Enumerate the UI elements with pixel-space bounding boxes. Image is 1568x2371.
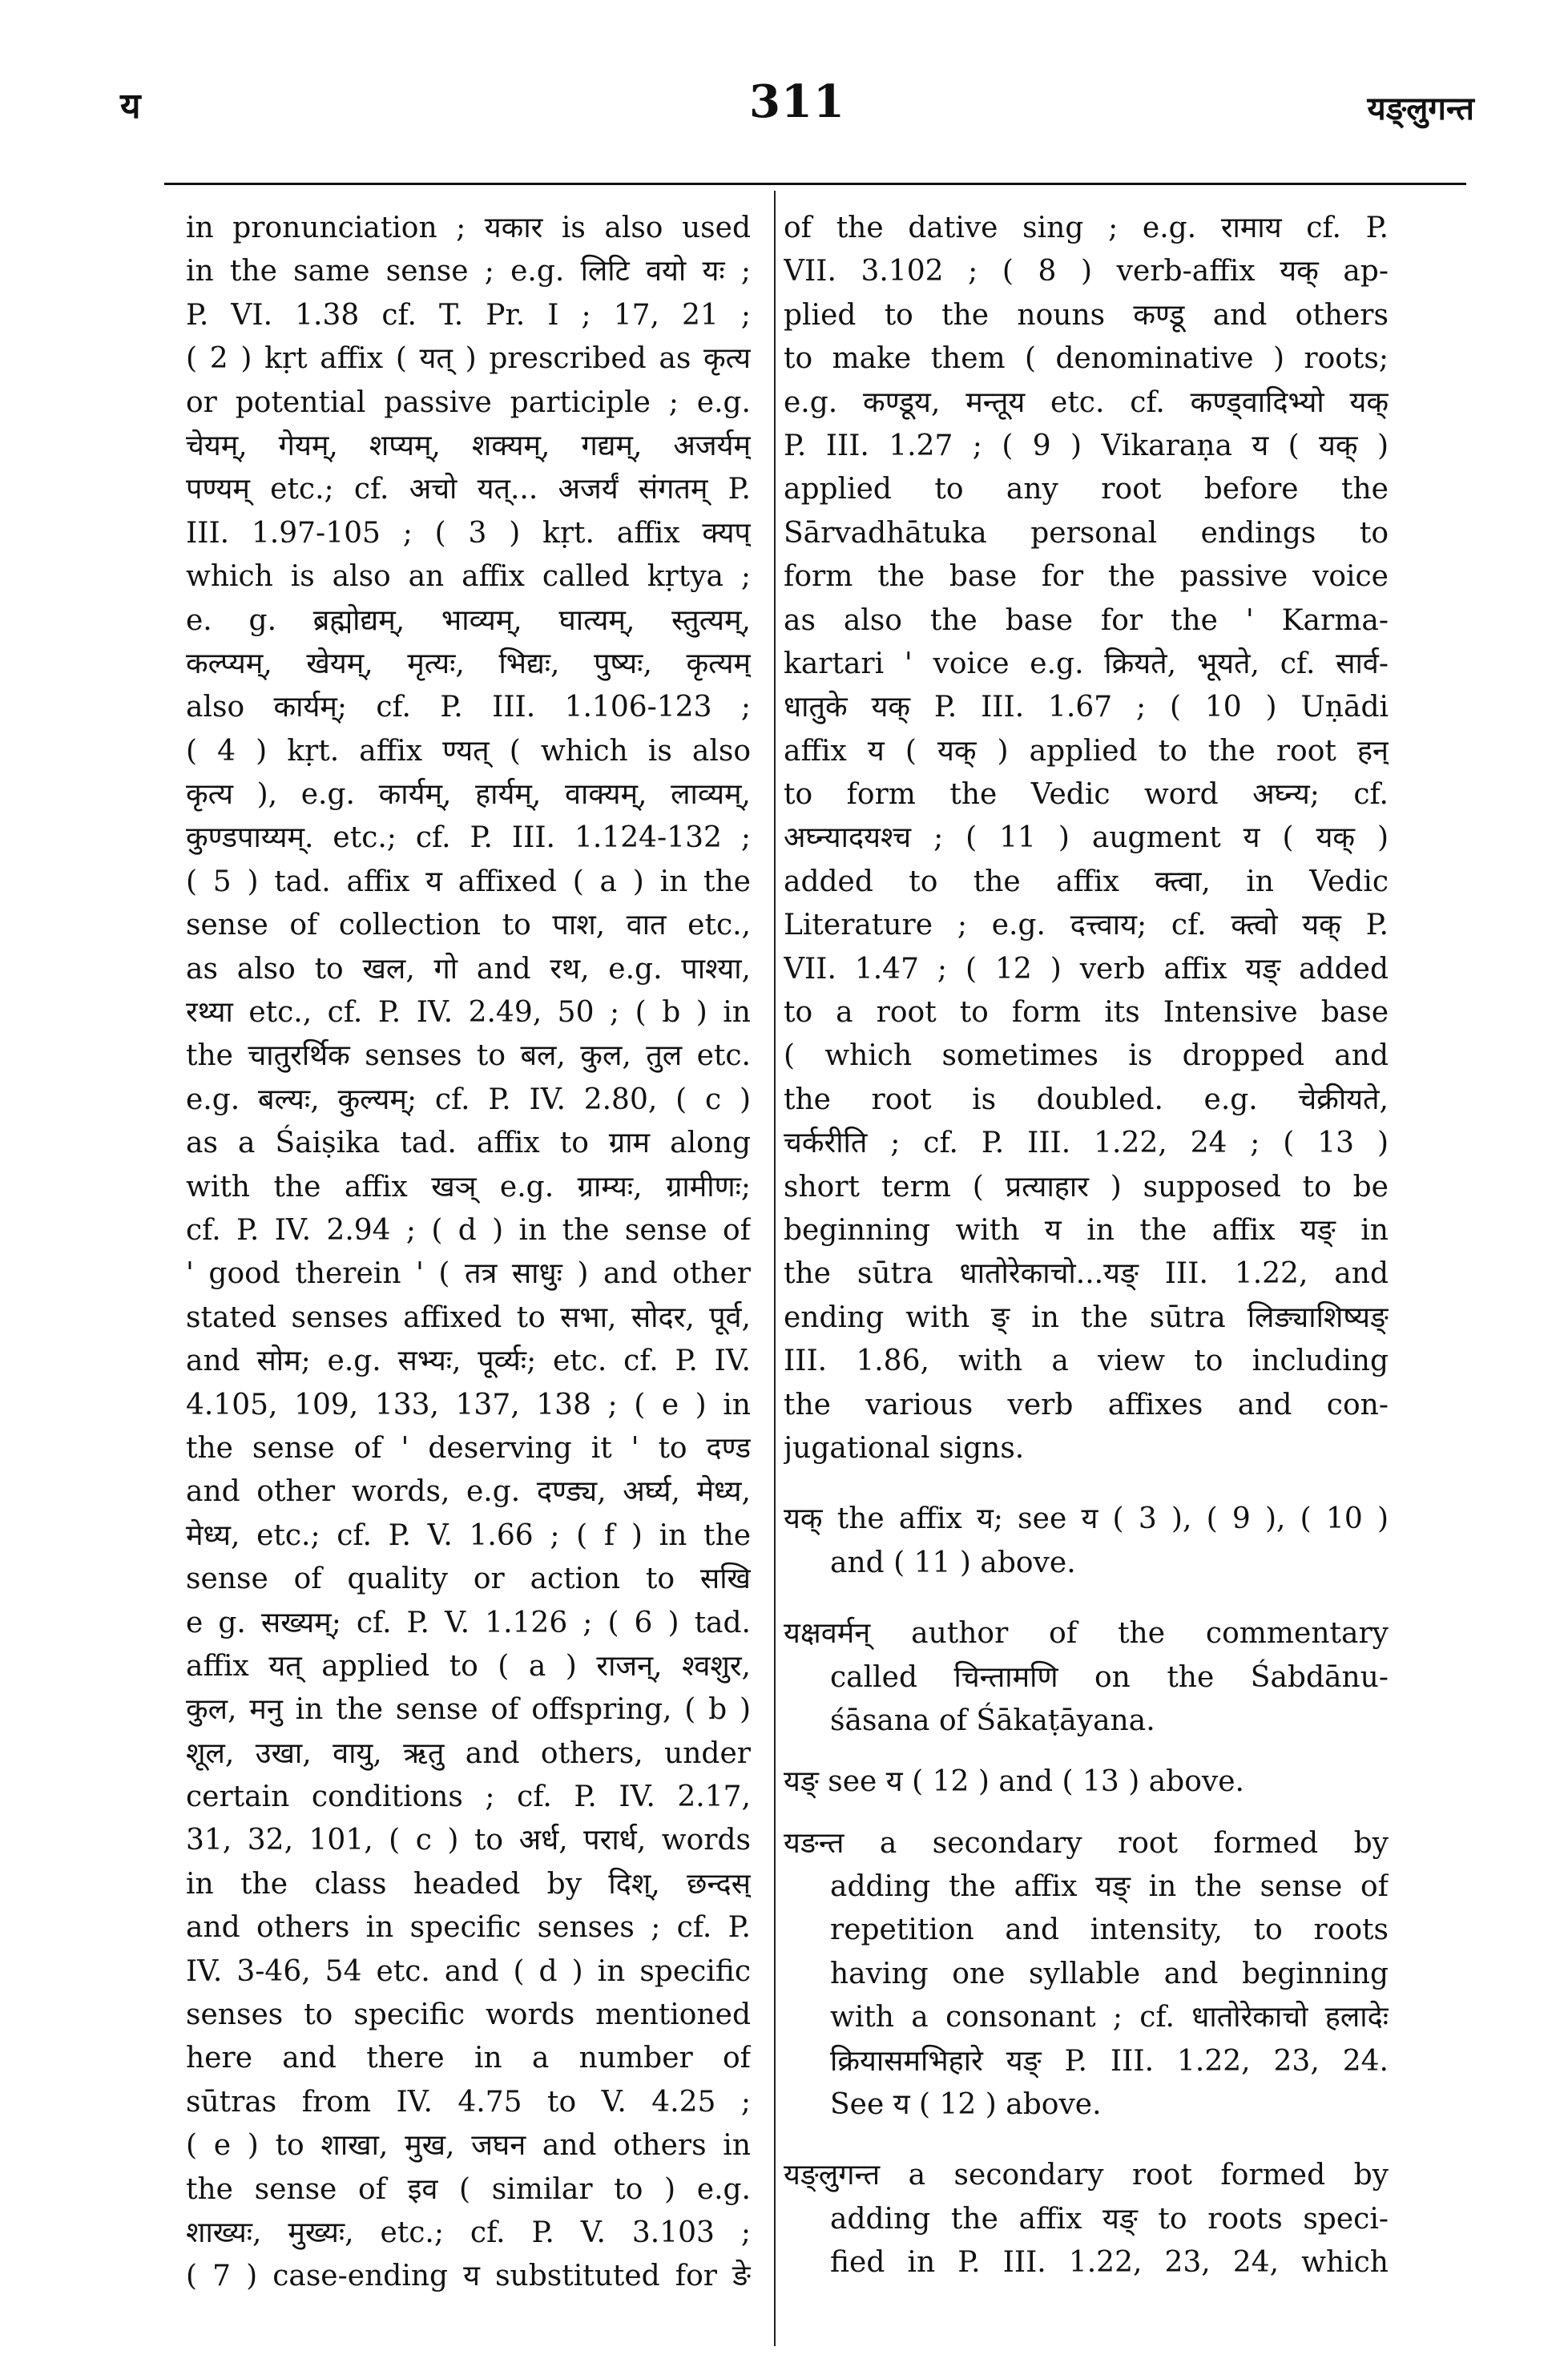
text-line: certain conditions ; cf. P. IV. 2.17, — [186, 1780, 751, 1814]
header-right-keyword: यङ्लुगन्त — [1367, 90, 1474, 127]
text-line: here and there in a number of — [186, 2042, 751, 2075]
text-line: e.g. कण्डूय, मन्तूय etc. cf. कण्ड्वादिभ्यो यक् — [784, 385, 1389, 419]
text-line: śāsana of Śākaṭāyana. — [830, 1704, 1155, 1737]
left-column — [186, 207, 751, 2299]
text-line: ' good therein ' ( तत्र साधुः ) and other — [186, 1257, 751, 1291]
text-line: कुल, मनु in the sense of offspring, ( b ) — [186, 1693, 751, 1727]
text-line: sense of collection to पाश, वात etc., — [186, 909, 751, 942]
text-line: P. III. 1.27 ; ( 9 ) Vikaraṇa य ( यक् ) — [784, 429, 1389, 462]
text-line: in the same sense ; e.g. लिटि वयो यः ; — [186, 255, 751, 288]
text-line: short term ( प्रत्याहार ) supposed to be — [784, 1170, 1389, 1204]
entry-yak — [784, 1498, 1389, 1585]
text-line: affix यत् applied to ( a ) राजन्, श्वशुर, — [186, 1649, 751, 1683]
text-line: यङ् see य ( 12 ) and ( 13 ) above. — [784, 1765, 1244, 1799]
text-line: Sārvadhātuka personal endings to — [784, 516, 1389, 550]
text-line: also कार्यम्; cf. P. III. 1.106-123 ; — [186, 691, 751, 724]
text-line: VII. 3.102 ; ( 8 ) verb-affix यक् ap- — [784, 255, 1389, 288]
text-line: sūtras from IV. 4.75 to V. 4.25 ; — [186, 2085, 751, 2119]
text-line: stated senses affixed to सभा, सोदर, पूर्व, — [186, 1300, 751, 1334]
text-line: or potential passive participle ; e.g. — [186, 385, 751, 419]
text-line: as also the base for the ' Karma- — [784, 603, 1389, 637]
text-line: कृत्य ), e.g. कार्यम्, हार्यम्, वाक्यम्, लाव्यम्, — [186, 778, 751, 812]
text-line: added to the affix क्त्वा, in Vedic — [784, 865, 1389, 898]
text-line: कुण्डपाय्यम्. etc.; cf. P. III. 1.124-132 ; — [186, 821, 751, 855]
text-line: the sense of ' deserving it ' to दण्ड — [186, 1431, 751, 1465]
text-line: kartari ' voice e.g. क्रियते, भूयते, cf. सार्व- — [784, 647, 1389, 680]
text-line: शूल, उखा, वायु, ऋतु and others, under — [186, 1736, 751, 1770]
text-line: धातुके यक् P. III. 1.67 ; ( 10 ) Uṇādi — [784, 691, 1389, 724]
text-line: e g. सख्यम्; cf. P. V. 1.126 ; ( 6 ) tad. — [186, 1606, 751, 1639]
text-line: ( 5 ) tad. affix य affixed ( a ) in the — [186, 865, 751, 898]
text-line: रथ्या etc., cf. P. IV. 2.49, 50 ; ( b ) in — [186, 996, 751, 1030]
text-line: which is also an affix called kṛtya ; — [186, 560, 751, 594]
text-line: with the affix खञ् e.g. ग्राम्यः, ग्रामीणः; — [186, 1170, 751, 1204]
text-line: यक् the affix य; see य ( 3 ), ( 9 ), ( 10 ) — [784, 1502, 1389, 1536]
text-line: अघ्न्यादयश्च ; ( 11 ) augment य ( यक् ) — [784, 821, 1389, 855]
text-line: sense of quality or action to सखि — [186, 1563, 751, 1596]
text-line: having one syllable and beginning — [830, 1957, 1389, 1990]
text-line: यङन्त a secondary root formed by — [784, 1826, 1389, 1860]
entry-yangluganta — [784, 2154, 1389, 2284]
text-line: IV. 3-46, 54 etc. and ( d ) in specific — [186, 1954, 751, 1988]
text-line: चेयम्, गेयम्, शप्यम्, शक्यम्, गद्यम्, अजर्यम् — [186, 429, 751, 462]
right-column — [784, 207, 1389, 2285]
text-line: Literature ; e.g. दत्त्वाय; cf. क्त्वो यक् P. — [784, 909, 1389, 942]
text-line: and other words, e.g. दण्ड्य, अर्घ्य, मेध्य, — [186, 1475, 751, 1509]
text-line: plied to the nouns कण्डू and others — [784, 298, 1389, 332]
text-line: ( which sometimes is dropped and — [784, 1039, 1389, 1073]
text-line: ( 7 ) case-ending य substituted for ङे — [186, 2260, 751, 2293]
text-line: e. g. ब्रह्मोद्यम्, भाव्यम्, घात्यम्, स्तुत्यम्, — [186, 603, 751, 637]
text-line: of the dative sing ; e.g. रामाय cf. P. — [784, 212, 1389, 244]
text-line: in pronunciation ; यकार is also used — [186, 212, 751, 244]
text-line: ( 2 ) kṛt affix ( यत् ) prescribed as कृत्य — [186, 342, 751, 376]
text-line: fied in P. III. 1.22, 23, 24, which — [830, 2246, 1389, 2280]
text-line: to make them ( denominative ) roots; — [784, 342, 1389, 376]
text-line: adding the affix यङ् in the sense of — [830, 1870, 1389, 1904]
text-line: and ( 11 ) above. — [830, 1546, 1076, 1579]
entry-yang — [784, 1760, 1389, 1804]
entry-ya-continued — [784, 207, 1389, 1470]
text-line: III. 1.86, with a view to including — [784, 1345, 1389, 1378]
entry-yakshavarman — [784, 1612, 1389, 1743]
entry-yanganta — [784, 1822, 1389, 2127]
text-line: affix य ( यक् ) applied to the root हन् — [784, 734, 1389, 768]
text-line: the sūtra धातोरेकाचो...यङ् III. 1.22, and — [784, 1257, 1389, 1291]
text-line: the root is doubled. e.g. चेक्रीयते, — [784, 1083, 1389, 1116]
text-line: adding the affix यङ् to roots speci- — [830, 2202, 1389, 2236]
text-line: and सोम; e.g. सभ्यः, पूर्व्यः; etc. cf. P. IV. — [186, 1345, 751, 1378]
text-line: शाख्यः, मुख्यः, etc.; cf. P. V. 3.103 ; — [186, 2216, 751, 2249]
text-line: e.g. बल्यः, कुल्यम्; cf. P. IV. 2.80, ( c ) — [186, 1083, 751, 1116]
text-line: कल्प्यम्, खेयम्, मृत्यः, भिद्यः, पुष्यः, कृत्यम् — [186, 647, 751, 680]
text-line: 31, 32, 101, ( c ) to अर्ध, परार्ध, words — [186, 1824, 751, 1857]
text-line: form the base for the passive voice — [784, 560, 1389, 594]
text-line: ( 4 ) kṛt. affix ण्यत् ( which is also — [186, 734, 751, 768]
text-line: P. VI. 1.38 cf. T. Pr. I ; 17, 21 ; — [186, 298, 751, 332]
text-line: मेध्य, etc.; cf. P. V. 1.66 ; ( f ) in the — [186, 1518, 751, 1552]
text-line: the चातुरर्थिक senses to बल, कुल, तुल etc. — [186, 1039, 751, 1073]
page-header — [120, 75, 1474, 136]
text-line: called चिन्तामणि on the Śabdānu- — [830, 1660, 1389, 1694]
text-line: पण्यम् etc.; cf. अचो यत्... अजर्यं संगतम् P. — [186, 473, 751, 506]
text-line: the sense of इव ( similar to ) e.g. — [186, 2172, 751, 2206]
text-line: 4.105, 109, 133, 137, 138 ; ( e ) in — [186, 1388, 751, 1421]
text-line: with a consonant ; cf. धातोरेकाचो हलादेः — [830, 2001, 1389, 2034]
text-line: in the class headed by दिश्, छन्दस् — [186, 1867, 751, 1901]
text-line: See य ( 12 ) above. — [830, 2088, 1102, 2122]
text-line: ( e ) to शाखा, मुख, जघन and others in — [186, 2129, 751, 2163]
text-line: यङ्लुगन्त a secondary root formed by — [784, 2159, 1389, 2192]
text-line: III. 1.97-105 ; ( 3 ) kṛt. affix क्यप् — [186, 516, 751, 550]
text-line: jugational signs. — [784, 1431, 1025, 1465]
text-line: as a Śaiṣika tad. affix to ग्राम along — [186, 1127, 751, 1160]
text-line: senses to specific words mentioned — [186, 1998, 751, 2032]
text-line: and others in specific senses ; cf. P. — [186, 1911, 751, 1945]
text-line: the various verb affixes and con- — [784, 1388, 1389, 1421]
text-line: beginning with य in the affix यङ् in — [784, 1213, 1389, 1247]
text-line: क्रियासमभिहारे यङ् P. III. 1.22, 23, 24. — [830, 2044, 1389, 2078]
text-line: ending with ङ् in the sūtra लिङ्याशिष्यङ् — [784, 1300, 1389, 1334]
header-left-keyword: य — [120, 86, 141, 127]
text-line: to form the Vedic word अघ्न्य; cf. — [784, 778, 1389, 812]
text-line: cf. P. IV. 2.94 ; ( d ) in the sense of — [186, 1213, 751, 1247]
text-line: यक्षवर्मन् author of the commentary — [784, 1617, 1389, 1651]
text-line: to a root to form its Intensive base — [784, 996, 1389, 1030]
text-line: VII. 1.47 ; ( 12 ) verb affix यङ् added — [784, 952, 1389, 986]
header-rule — [164, 183, 1466, 185]
text-line: repetition and intensity, to roots — [830, 1913, 1389, 1947]
text-line: as also to खल, गो and रथ, e.g. पाश्या, — [186, 952, 751, 986]
text-line: applied to any root before the — [784, 473, 1389, 506]
text-line: चर्करीति ; cf. P. III. 1.22, 24 ; ( 13 ) — [784, 1127, 1389, 1160]
page-number: 311 — [749, 75, 845, 128]
column-divider — [774, 191, 776, 2346]
